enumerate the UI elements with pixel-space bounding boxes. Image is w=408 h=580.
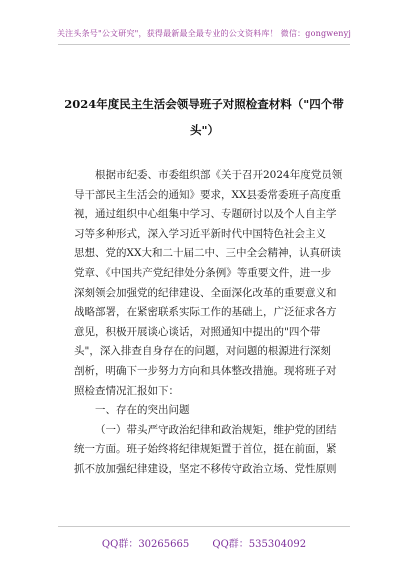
- footer-qq-group-1: QQ群：30265665: [101, 539, 190, 550]
- section-heading: [74, 401, 346, 421]
- paragraph-intro: [74, 166, 346, 401]
- footer-qq-group-2: QQ群：535304092: [212, 539, 307, 550]
- footer: [0, 535, 408, 550]
- paragraph-point-1: [74, 421, 346, 480]
- body-line: 战略部署，在紧密联系实际工作的基础上，广泛征求各方: [74, 306, 337, 319]
- footer-divider: [58, 526, 350, 527]
- body-line: 深刻领会加强党的纪律建设、全面深化改革的重要意义和: [74, 286, 337, 299]
- document-title-line-2: 头"）: [190, 123, 219, 137]
- header-banner: 关注头条号"公文研究"，获得最新最全最专业的公文资料库！ 微信：gongwenyj: [56, 29, 352, 38]
- body-line: 习等多种形式，深入学习近平新时代中国特色社会主义: [74, 227, 326, 240]
- body-line: 意见，积极开展谈心谈话，对照通知中提出的"四个带: [74, 325, 321, 338]
- body-line: 头"，深入排查自身存在的问题，对问题的根源进行深刻: [74, 345, 331, 358]
- body-line: 思想、党的XX大和二十届二中、三中全会精神，认真研读: [74, 247, 341, 260]
- body-line: 统一方面。班子始终将纪律规矩置于首位，挺在前面，紧: [74, 443, 337, 456]
- body-line: 照检查情况汇报如下：: [74, 384, 179, 397]
- body-line: 剖析，明确下一步努力方向和具体整改措施。现将班子对: [74, 364, 337, 377]
- body-line: 导干部民主生活会的通知》要求，XX县委常委班子高度重: [74, 188, 341, 201]
- body-line: 根据市纪委、市委组织部《关于召开2024年度党员领: [95, 169, 343, 181]
- body-line: 党章、《中国共产党纪律处分条例》等重要文件，进一步: [74, 266, 332, 279]
- document-title-line-1: 2024年度民主生活会领导班子对照检查材料（"四个带: [64, 97, 344, 111]
- body-line: 视，通过组织中心组集中学习、专题研讨以及个人自主学: [74, 208, 337, 221]
- document-body: [74, 166, 346, 480]
- section-heading-text: 一、存在的突出问题: [95, 404, 190, 417]
- body-line: （一）带头严守政治纪律和政治规矩，维护党的团结: [95, 423, 337, 436]
- header-divider: [58, 44, 350, 45]
- body-line: 抓不放加强纪律建设，坚定不移传守政治立场、党性原则: [74, 462, 337, 475]
